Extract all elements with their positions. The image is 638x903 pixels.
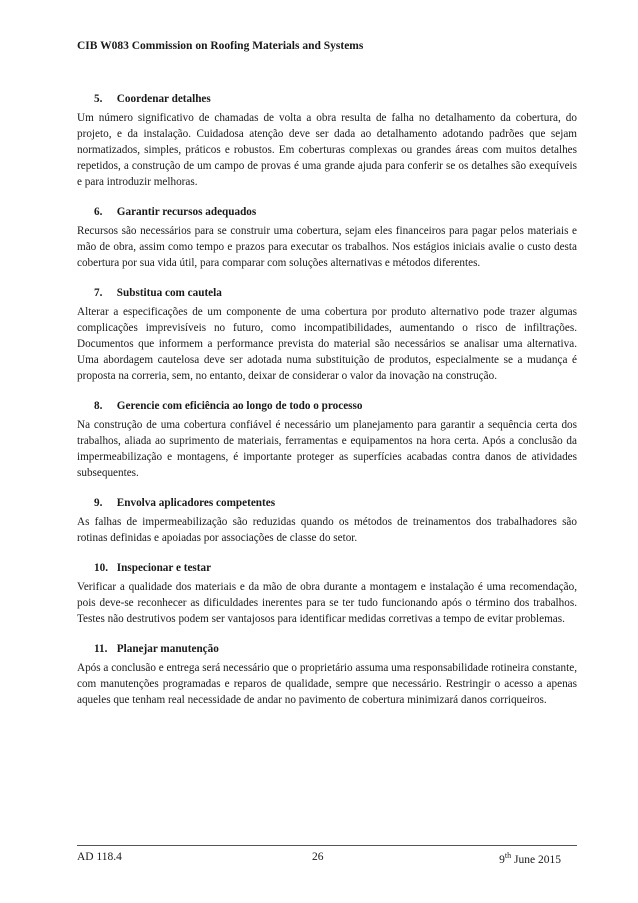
section-paragraph: Na construção de uma cobertura confiável é necessário um planejamento para garantir a sequência certa dos trabalhos, aliada ao suprimento de materiais, ferramentas e equipamentos na hora certa. Após a conclusão da impermeabilização e montagens, é importante proteger as superfícies acabadas contra danos de atividades subsequentes. xyxy=(77,419,577,479)
section-paragraph: As falhas de impermeabilização são reduzidas quando os métodos de treinamentos dos trabalhadores são rotinas definidas e apoiadas por associações de classe do setor. xyxy=(77,516,577,544)
section-heading xyxy=(77,399,577,413)
page-header: CIB W083 Commission on Roofing Materials and Systems xyxy=(77,40,364,52)
section-11 xyxy=(77,642,577,708)
section-number: 8. xyxy=(94,400,103,412)
section-7 xyxy=(77,286,577,384)
section-5 xyxy=(77,92,577,190)
section-heading xyxy=(77,92,577,106)
section-title: Coordenar detalhes xyxy=(116,93,211,105)
section-9 xyxy=(77,496,577,546)
section-number: 10. xyxy=(94,562,108,574)
section-number: 6. xyxy=(94,206,103,218)
page-number: 26 xyxy=(312,851,324,863)
section-6 xyxy=(77,205,577,271)
section-heading xyxy=(77,286,577,300)
footer-date-rest: June 2015 xyxy=(511,854,561,866)
footer-doc-ref: AD 118.4 xyxy=(77,851,122,863)
section-paragraph: Alterar a especificações de um componente de uma cobertura por produto alternativo pode trazer algumas complicações imprevisíveis no futuro, como incompatibilidades, aumentando o risco de infiltrações. Documentos que informem a performance prevista do material são necessários se analisar uma alternativa. Uma abordagem cautelosa deve ser adotada numa substituição de produtos, especialmente se a mudança é proposta na correria, sem, no entanto, deixar de considerar o valor da inovação na construção. xyxy=(77,306,577,382)
section-heading xyxy=(77,642,577,656)
footer-date-day: 9 xyxy=(499,854,505,866)
section-8 xyxy=(77,399,577,481)
section-title: Envolva aplicadores competentes xyxy=(116,497,276,509)
section-paragraph: Após a conclusão e entrega será necessário que o proprietário assuma uma responsabilidade rotineira constante, com manutenções programadas e reparos de qualidade, sempre que necessário. Restringir o acesso a apenas aqueles que tenham real necessidade de andar no pavimento de cobertura minimizará danos corriqueiros. xyxy=(77,662,577,706)
section-heading xyxy=(77,205,577,219)
section-10 xyxy=(77,561,577,627)
footer-date xyxy=(499,851,561,866)
section-title: Substitua com cautela xyxy=(116,287,222,299)
section-number: 5. xyxy=(94,93,103,105)
section-number: 11. xyxy=(94,643,108,655)
document-body xyxy=(77,92,577,723)
section-paragraph: Verificar a qualidade dos materiais e da mão de obra durante a montagem e instalação é uma recomendação, pois deve-se reconhecer as dificuldades inerentes para se ter tudo funcionando após o término dos trabalhos. Testes não destrutivos podem ser vantajosos para identificar medidas corretivas a tempo de evitar problemas. xyxy=(77,581,577,625)
section-number: 7. xyxy=(94,287,103,299)
section-title: Inspecionar e testar xyxy=(116,562,212,574)
footer-divider xyxy=(77,845,577,846)
section-paragraph: Recursos são necessários para se construir uma cobertura, sejam eles financeiros para pagar pelos materiais e mão de obra, assim como tempo e prazos para executar os trabalhos. Nos estágios iniciais avalie o custo desta cobertura por sua vida útil, para comparar com soluções alternativas e métodos diferentes. xyxy=(77,225,577,269)
section-paragraph: Um número significativo de chamadas de volta a obra resulta de falha no detalhamento da cobertura, do projeto, e da instalação. Cuidadosa atenção deve ser dada ao detalhamento adotando padrões que sejam normatizados, simples, práticos e robustos. Em coberturas complexas ou grandes áreas com muitos detalhes repetidos, a construção de um campo de provas é uma grande ajuda para conferir se os detalhes são exequíveis e para introduzir melhoras. xyxy=(77,112,577,188)
footer-date-suffix: th xyxy=(504,851,512,860)
section-title: Planejar manutenção xyxy=(116,643,219,655)
page-footer xyxy=(77,851,577,867)
section-heading xyxy=(77,496,577,510)
section-number: 9. xyxy=(94,497,103,509)
section-heading xyxy=(77,561,577,575)
section-title: Garantir recursos adequados xyxy=(116,206,257,218)
section-title: Gerencie com eficiência ao longo de todo o processo xyxy=(116,400,363,412)
